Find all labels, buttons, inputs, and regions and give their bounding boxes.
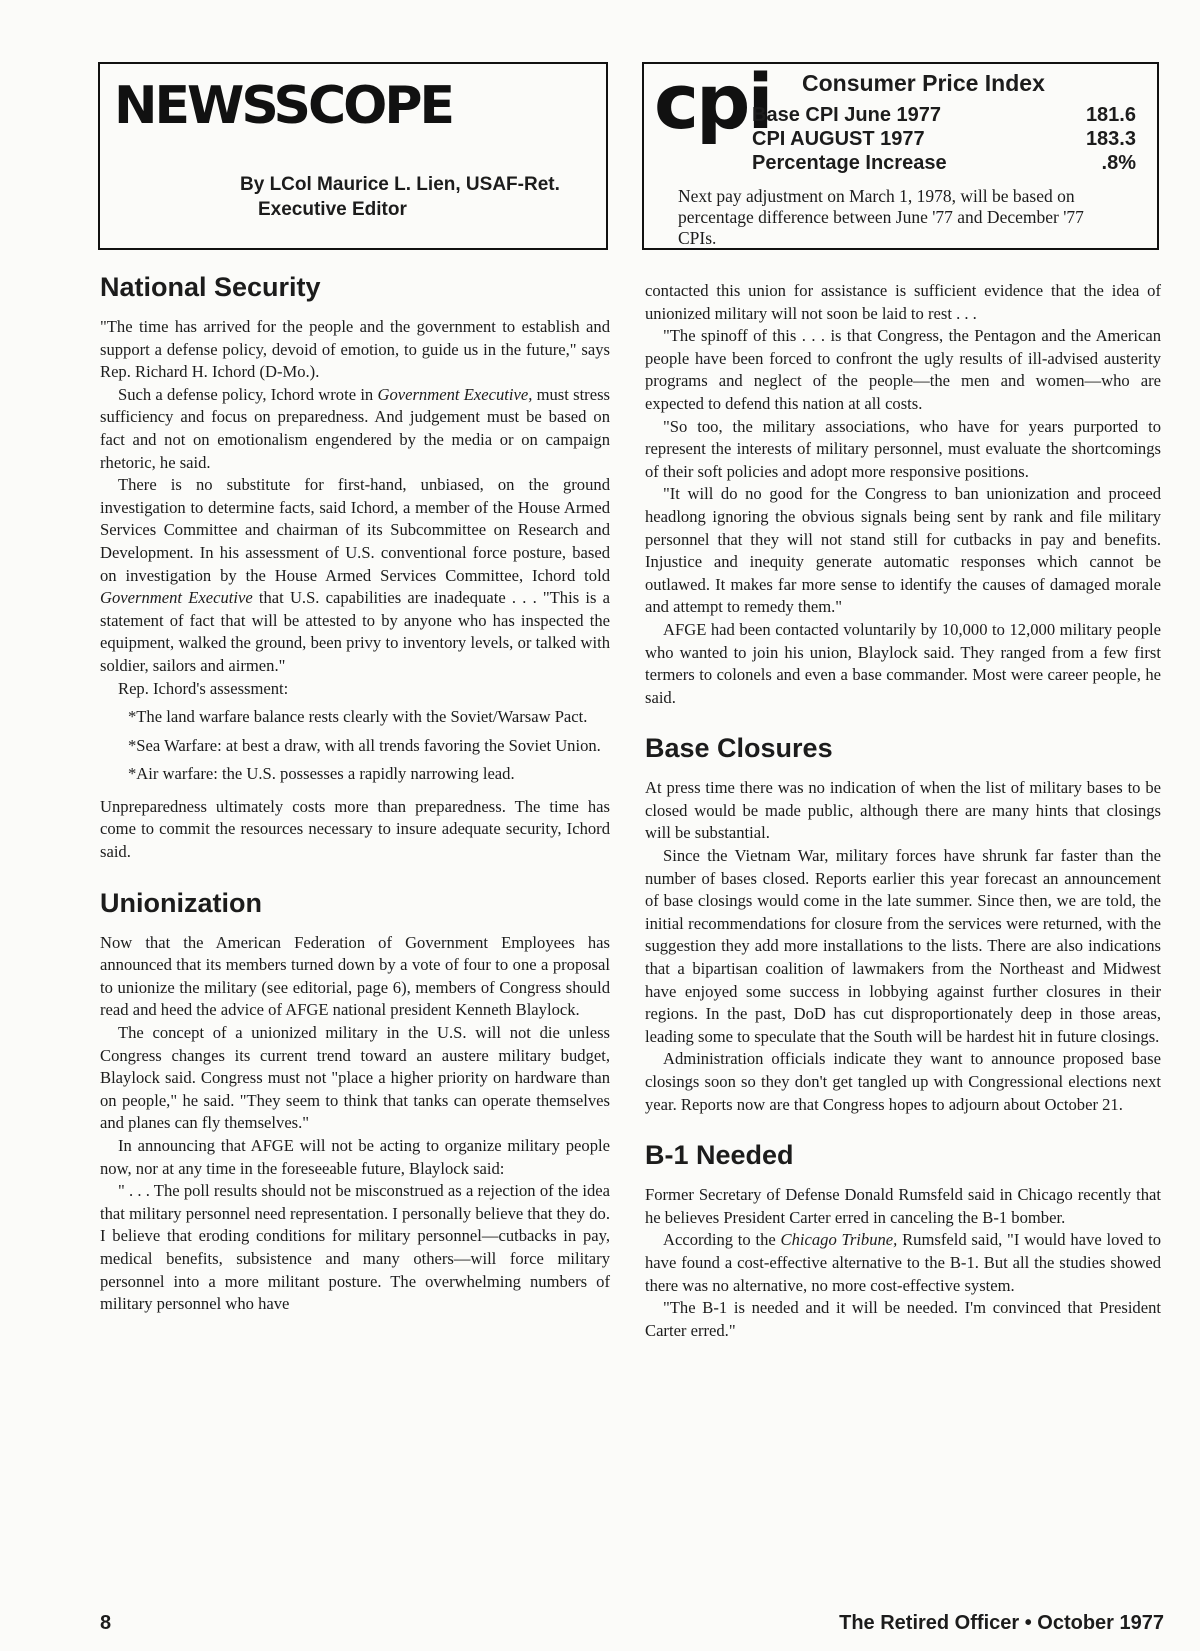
assessment-item: *Air warfare: the U.S. possesses a rapidly narrowing lead.	[128, 764, 515, 784]
right-column	[645, 280, 1161, 1342]
publication-name: Government Executive	[100, 588, 253, 608]
paragraph: Unpreparedness ultimately costs more than preparedness. The time has come to commit the resources necessary to insure adequate security, Ichord said.	[100, 796, 610, 862]
cpi-row-value: .8%	[1101, 152, 1136, 174]
paragraph: At press time there was no indication of when the list of military bases to be closed would be made public, although there are many hints that closings will be substantial.	[645, 778, 1161, 843]
newsscope-title: NEWSSCOPE	[114, 76, 452, 136]
publication-footer: The Retired Officer • October 1977	[839, 1612, 1164, 1634]
byline-role: Executive Editor	[258, 199, 407, 220]
paragraph: "So too, the military associations, who have for years purported to represent the interests of military personnel, must evaluate the shortcomings of their soft policies and adopt more responsive positions.	[645, 416, 1161, 481]
byline	[240, 172, 560, 222]
heading-national-security: National Security	[100, 272, 321, 302]
cpi-title: Consumer Price Index	[802, 70, 1045, 96]
heading-base-closures: Base Closures	[645, 733, 833, 764]
paragraph: Now that the American Federation of Government Employees has announced that its members turned down by a vote of four to one a proposal to unionize the military (see editorial, page 6), members of Congress should read and heed the advice of AFGE national president Kenneth Blaylock.	[100, 932, 610, 1020]
paragraph: Such a defense policy, Ichord wrote in Government Executive, must stress sufficiency and focus on preparedness. And judgement must be based on fact and not on emotionalism engendered by the media or on campaign rhetoric, he said.	[100, 384, 610, 472]
cpi-row-value: 183.3	[1085, 128, 1136, 150]
page-number: 8	[100, 1612, 112, 1634]
newsscope-header-box	[98, 62, 608, 250]
paragraph: AFGE had been contacted voluntarily by 10,000 to 12,000 military people who wanted to join his union, Blaylock said. They ranged from a few first termers to colonels and even a base commander. Most were career people, he said.	[645, 619, 1161, 707]
assessment-item: *Sea Warfare: at best a draw, with all trends favoring the Soviet Union.	[128, 735, 601, 755]
heading-b1-needed: B-1 Needed	[645, 1140, 794, 1171]
paragraph: "The B-1 is needed and it will be needed. I'm convinced that President Carter erred."	[645, 1298, 1161, 1340]
publication-name: Government Executive,	[377, 384, 533, 404]
paragraph: Administration officials indicate they want to announce proposed base closings soon so they don't get tangled up with Congressional elections next year. Reports now are that Congress hopes to adjourn about October 21.	[645, 1049, 1161, 1114]
paragraph: "It will do no good for the Congress to ban unionization and proceed headlong ignoring the obvious signals being sent by rank and file military personnel that they will not stand still for cutbacks in pay and benefits. Injustice and inequity generate automatic responses which cannot be outlawed. It makes far more sense to identify the causes of damaged morale and attempt to remedy them."	[645, 484, 1161, 617]
paragraph: Rep. Ichord's assessment:	[118, 678, 289, 698]
paragraph: The concept of a unionized military in the U.S. will not die unless Congress changes its current trend toward an austere military budget, Blaylock said. Congress must not "place a higher priority on hardware than on people," he said. "They seem to think that tanks can operate themselves and planes can fly themselves."	[100, 1023, 610, 1133]
paragraph: contacted this union for assistance is sufficient evidence that the idea of unionized military will not soon be laid to rest . . .	[645, 281, 1161, 323]
cpi-row-label: CPI AUGUST 1977	[752, 128, 925, 150]
cpi-note: Next pay adjustment on March 1, 1978, will be based on percentage difference between June '77 and December '77 CPIs.	[678, 186, 1084, 248]
paragraph: " . . . The poll results should not be misconstrued as a rejection of the idea that military personnel need representation. I personally believe that they do. I believe that eroding conditions for military personnel—cutbacks in pay, medical benefits, subsistence and many others—will force military personnel into a more militant posture. The overwhelming numbers of military personnel who have	[100, 1181, 610, 1314]
paragraph: "The spinoff of this . . . is that Congress, the Pentagon and the American people have been forced to confront the ugly results of ill-advised austerity programs and neglect of the people—the men and women—who are expected to defend this nation at all costs.	[645, 326, 1161, 413]
cpi-box	[642, 57, 1159, 250]
cpi-row-label: Base CPI June 1977	[752, 104, 941, 126]
cpi-row-value: 181.6	[1085, 104, 1136, 126]
paragraph: "The time has arrived for the people and the government to establish and support a defense policy, devoid of emotion, to guide us in the future," says Rep. Richard H. Ichord (D-Mo.).	[100, 317, 610, 382]
paragraph: In announcing that AFGE will not be acting to organize military people now, nor at any time in the foreseeable future, Blaylock said:	[100, 1136, 610, 1178]
assessment-item: *The land warfare balance rests clearly with the Soviet/Warsaw Pact.	[128, 707, 588, 727]
paragraph: According to the Chicago Tribune, Rumsfeld said, "I would have loved to have found a cost-effective alternative to the B-1. But all the studies showed there was no alternative, no more cost-effective system.	[645, 1230, 1161, 1295]
cpi-row-label: Percentage Increase	[752, 152, 947, 174]
heading-unionization: Unionization	[100, 887, 262, 918]
paragraph: Former Secretary of Defense Donald Rumsfeld said in Chicago recently that he believes President Carter erred in canceling the B-1 bomber.	[645, 1185, 1161, 1227]
paragraph: Since the Vietnam War, military forces have shrunk far faster than the number of bases closed. Reports earlier this year forecast an announcement of base closings would come in the late summer. Since then, we are told, the initial recommendations for closure from the services were returned, with the suggestion they add more installations to the lists. There are also indications that a bipartisan coalition of lawmakers from the Northeast and Midwest have enjoyed some success in lobbying against further closures in their regions. In the past, DoD has cut disproportionately deep in those areas, leading some to speculate that the South will be hardest hit in future closings.	[645, 846, 1161, 1046]
publication-name: Chicago Tribune,	[780, 1230, 898, 1250]
byline-author: By LCol Maurice L. Lien, USAF-Ret.	[240, 174, 560, 195]
cpi-logo: cpi	[654, 57, 771, 146]
paragraph: There is no substitute for first-hand, unbiased, on the ground investigation to determine facts, said Ichord, a member of the House Armed Services Committee and chairman of its Subcommittee on Research and Development. In his assessment of U.S. conventional force posture, based on investigation by the House Armed Services Committee, Ichord told Government Executive that U.S. capabilities are inadequate . . . "This is a statement of fact that will be attested to by anyone who has inspected the equipment, walked the ground, been privy to inventory levels, or talked with soldier, sailors and airmen."	[100, 475, 610, 675]
left-column	[100, 270, 610, 1316]
